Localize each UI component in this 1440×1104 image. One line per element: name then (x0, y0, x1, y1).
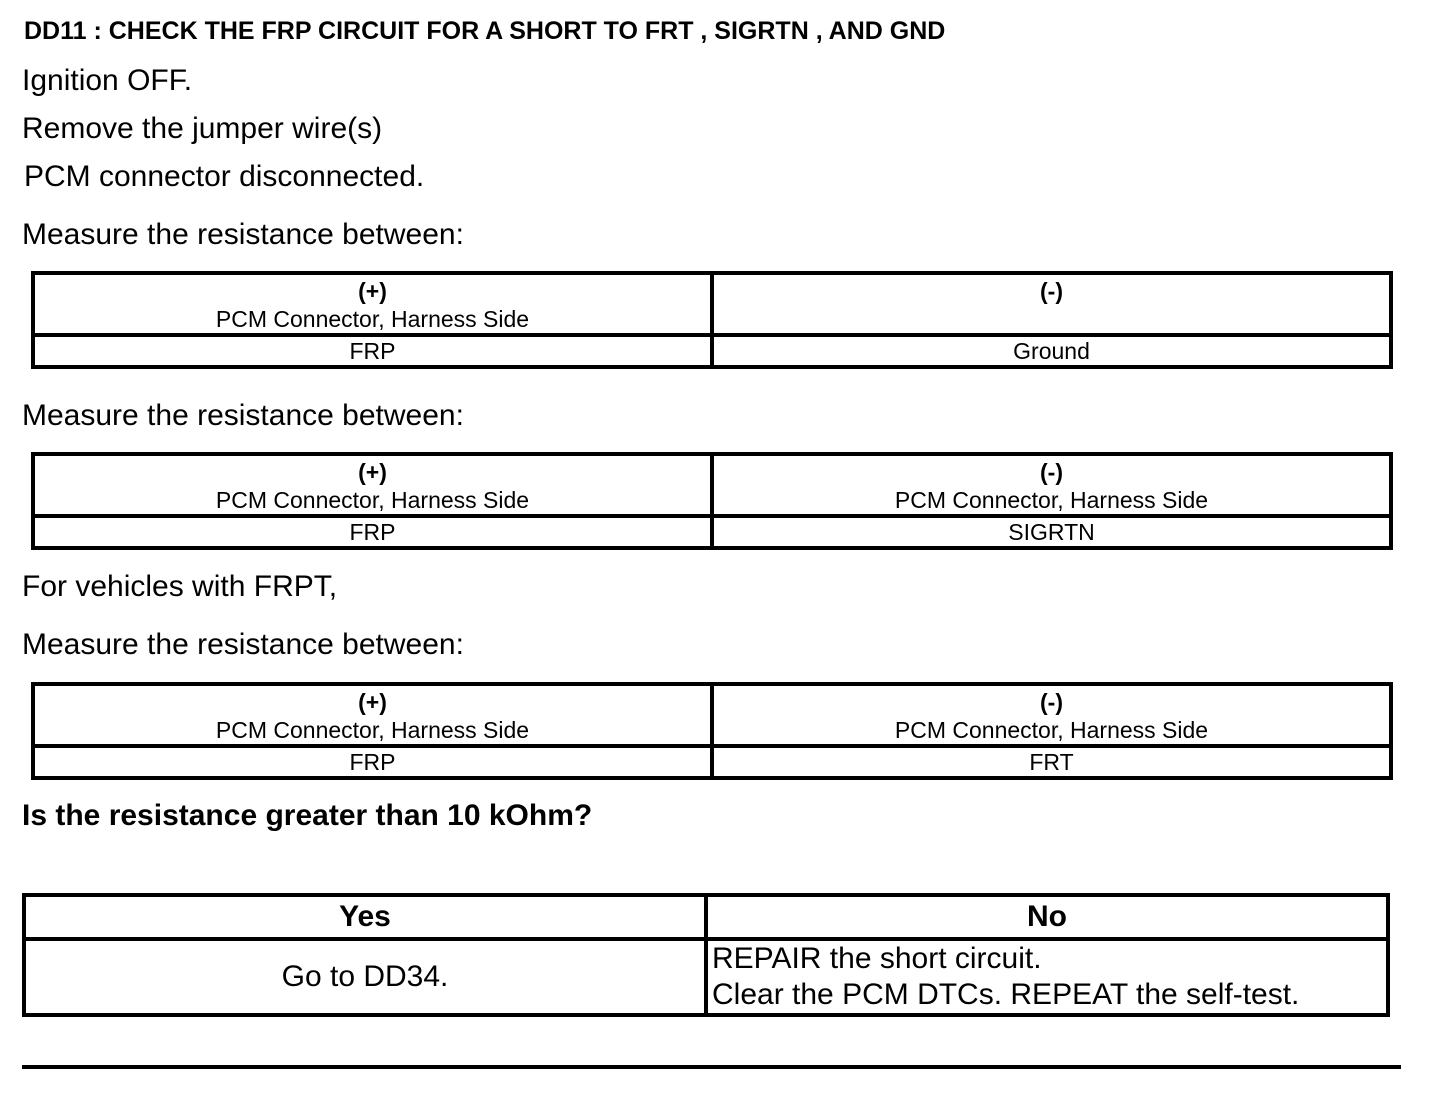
negative-probe-header (712, 454, 1391, 516)
negative-pin: Ground (712, 335, 1391, 367)
positive-location: PCM Connector, Harness Side (215, 306, 530, 332)
positive-symbol: (+) (358, 278, 387, 304)
negative-pin: SIGRTN (712, 516, 1391, 548)
positive-location: PCM Connector, Harness Side (215, 487, 530, 513)
measure-instruction-1: Measure the resistance between: (22, 218, 464, 251)
step-connector-disconnected: PCM connector disconnected. (24, 160, 425, 193)
negative-probe-header (712, 684, 1391, 746)
negative-location: PCM Connector, Harness Side (894, 717, 1209, 743)
measure-instruction-3: Measure the resistance between: (22, 628, 464, 661)
negative-probe-header (712, 273, 1391, 335)
negative-symbol: (-) (1040, 459, 1063, 485)
clear-dtcs-text: Clear the PCM DTCs. REPEAT the self-test. (712, 978, 1300, 1011)
measurement-table-ground (31, 271, 1393, 369)
positive-location: PCM Connector, Harness Side (215, 717, 530, 743)
measure-instruction-2: Measure the resistance between: (22, 399, 464, 432)
measurement-table-sigrtn (31, 452, 1393, 550)
negative-location: PCM Connector, Harness Side (894, 487, 1209, 513)
vehicles-with-frpt-note: For vehicles with FRPT, (22, 570, 338, 603)
step-title: DD11 : CHECK THE FRP CIRCUIT FOR A SHORT TO FRT , SIGRTN , AND GND (24, 17, 946, 45)
repair-short-text: REPAIR the short circuit. (712, 942, 1042, 975)
no-action (706, 939, 1388, 1015)
no-header: No (706, 895, 1388, 939)
step-remove-jumper: Remove the jumper wire(s) (22, 112, 383, 145)
positive-probe-header (33, 684, 712, 746)
negative-pin: FRT (712, 746, 1391, 778)
positive-symbol: (+) (358, 689, 387, 715)
negative-symbol: (-) (1040, 689, 1063, 715)
result-table (22, 893, 1390, 1017)
positive-symbol: (+) (358, 459, 387, 485)
yes-header: Yes (24, 895, 706, 939)
positive-pin: FRP (33, 746, 712, 778)
positive-probe-header (33, 273, 712, 335)
measurement-table-frt (31, 682, 1393, 780)
positive-probe-header (33, 454, 712, 516)
negative-symbol: (-) (1040, 278, 1063, 304)
positive-pin: FRP (33, 516, 712, 548)
positive-pin: FRP (33, 335, 712, 367)
step-ignition-off: Ignition OFF. (22, 64, 193, 97)
bottom-divider (22, 1065, 1401, 1069)
resistance-question: Is the resistance greater than 10 kOhm? (22, 799, 593, 832)
yes-action (24, 939, 706, 1015)
go-to-dd34-text: Go to DD34. (281, 960, 449, 993)
